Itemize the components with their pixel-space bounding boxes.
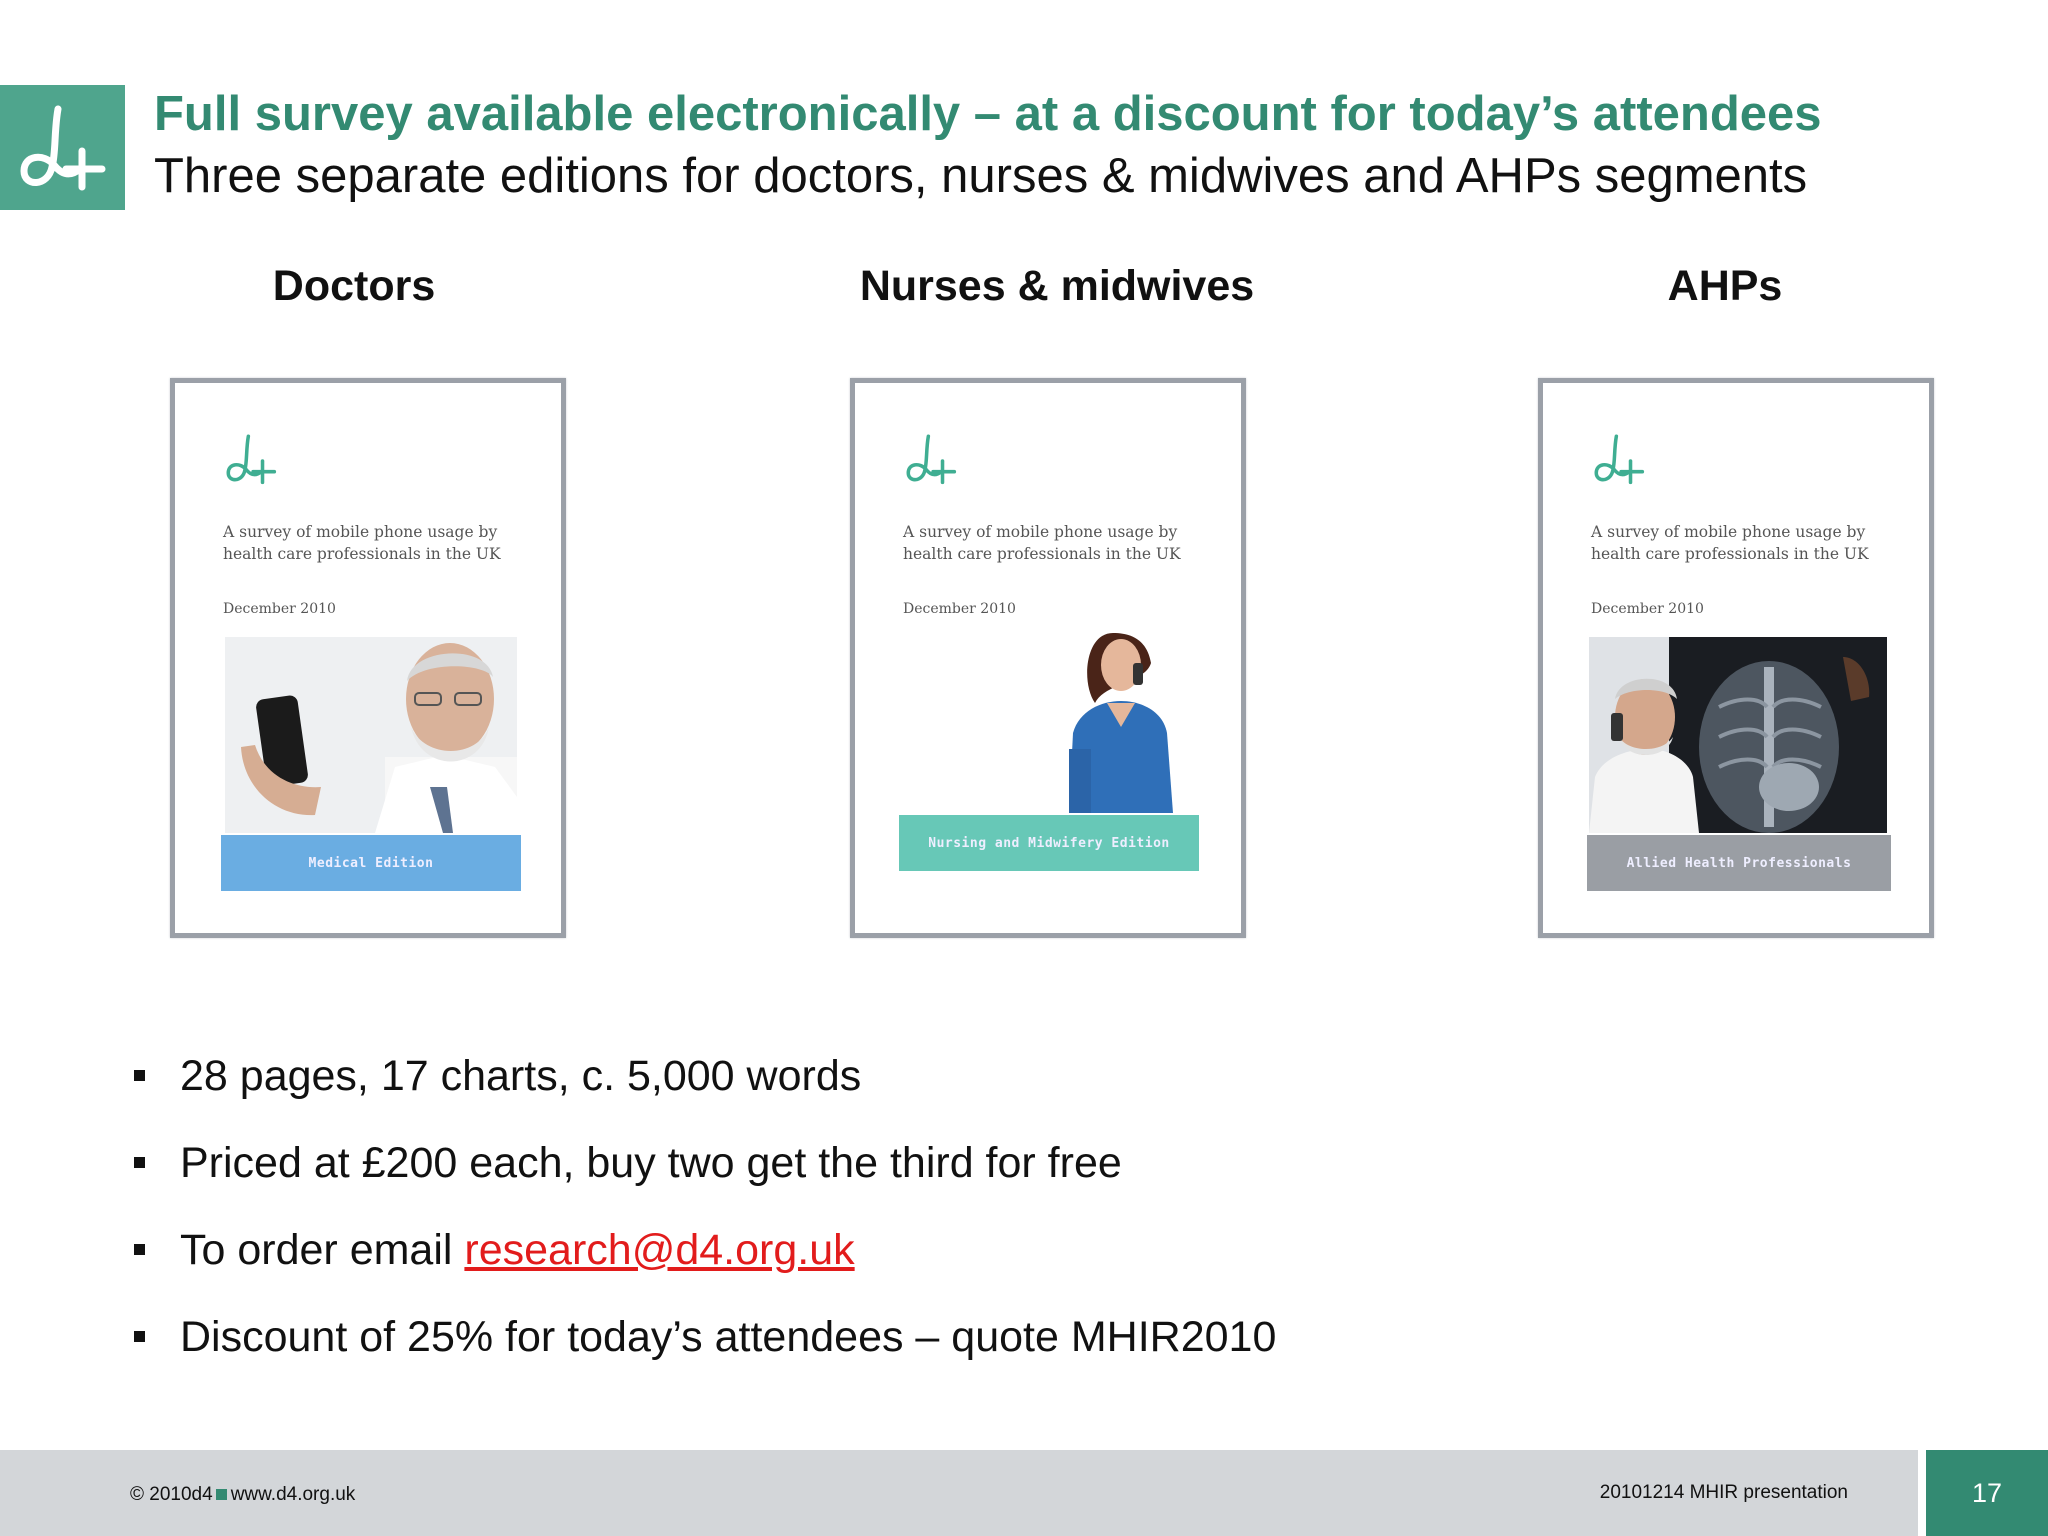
bullet-icon — [134, 1244, 145, 1255]
footer — [0, 1450, 1918, 1536]
cover-blurb: A survey of mobile phone usage by health care professionals in the UK — [223, 523, 501, 563]
heading-doctors: Doctors — [272, 262, 436, 310]
order-email-link[interactable]: research@d4.org.uk — [464, 1226, 855, 1274]
cover-date: December 2010 — [1591, 601, 1704, 617]
d4-cover-logo-icon — [220, 428, 282, 490]
list-item: To order email research@d4.org.uk — [130, 1214, 1276, 1301]
cover-blurb: A survey of mobile phone usage by health care professionals in the UK — [1591, 523, 1869, 563]
edition-band: Nursing and Midwifery Edition — [899, 815, 1199, 871]
copyright-text: © 2010d4 — [130, 1484, 213, 1505]
cover-doctors — [170, 378, 566, 938]
bullet-icon — [134, 1331, 145, 1342]
presentation-label: 20101214 MHIR presentation — [1599, 1482, 1848, 1503]
bullet-icon — [134, 1070, 145, 1081]
page-title: Full survey available electronically – at a discount for today’s attendees — [154, 87, 1822, 141]
d4-cover-logo-icon — [1588, 428, 1650, 490]
cover-date: December 2010 — [903, 601, 1016, 617]
nurse-on-phone-photo — [1055, 623, 1185, 813]
doctor-with-xray-photo — [1589, 637, 1887, 833]
heading-ahps: AHPs — [1667, 262, 1783, 310]
cover-blurb: A survey of mobile phone usage by health care professionals in the UK — [903, 523, 1181, 563]
separator-square-icon — [216, 1489, 227, 1500]
details-list — [130, 1040, 1276, 1388]
website-link[interactable]: www.d4.org.uk — [230, 1484, 356, 1505]
page-subtitle: Three separate editions for doctors, nurses & midwives and AHPs segments — [154, 149, 1808, 203]
doctor-with-phone-photo — [225, 637, 517, 833]
edition-band: Allied Health Professionals — [1587, 835, 1891, 891]
cover-date: December 2010 — [223, 601, 336, 617]
heading-nurses-midwives: Nurses & midwives — [859, 262, 1255, 310]
d4-logo-icon — [10, 95, 115, 200]
list-item: Discount of 25% for today’s attendees – quote MHIR2010 — [130, 1301, 1276, 1388]
d4-cover-logo-icon — [900, 428, 962, 490]
list-item: Priced at £200 each, buy two get the third for free — [130, 1127, 1276, 1214]
cover-nurses-midwives — [850, 378, 1246, 938]
cover-ahps — [1538, 378, 1934, 938]
list-item: 28 pages, 17 charts, c. 5,000 words — [130, 1040, 1276, 1127]
d4-logo — [0, 85, 125, 210]
footer-left — [130, 1484, 355, 1506]
bullet-icon — [134, 1157, 145, 1168]
page-number: 17 — [1926, 1450, 2048, 1536]
edition-band: Medical Edition — [221, 835, 521, 891]
